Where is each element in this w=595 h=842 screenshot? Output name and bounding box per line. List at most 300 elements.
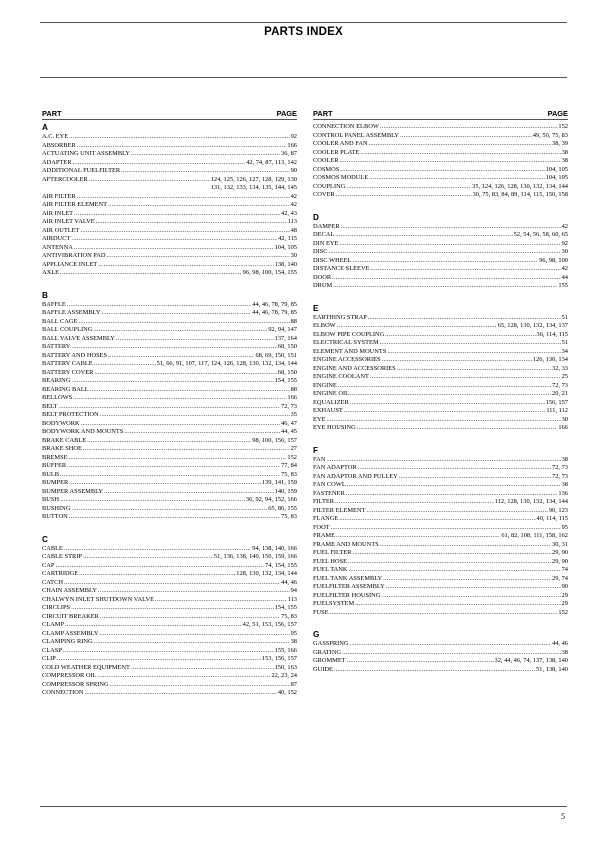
part-name: ANTENNA	[42, 243, 73, 251]
index-entry	[42, 252, 297, 261]
dot-leader	[58, 403, 280, 412]
part-name: COOLER PLATE	[313, 148, 360, 156]
index-section	[313, 123, 568, 209]
page-refs: 49, 50, 75, 83	[532, 131, 568, 139]
dot-leader	[69, 479, 261, 488]
index-entry	[42, 655, 297, 664]
part-name: BUMPER	[42, 479, 69, 486]
index-entry	[42, 386, 297, 395]
part-name: DISC	[313, 248, 328, 255]
dot-leader	[347, 481, 561, 490]
part-name: BATTERY	[42, 343, 71, 350]
section-gap	[313, 433, 568, 442]
dot-leader	[399, 473, 551, 482]
dot-leader	[350, 640, 552, 649]
index-entry	[313, 157, 568, 166]
part-name: DECAL	[313, 231, 335, 238]
page-refs: 87	[290, 680, 297, 688]
part-name: BALL VALVE ASSEMBLY	[42, 334, 115, 342]
dot-leader	[87, 437, 251, 446]
page-refs: 38	[561, 648, 568, 656]
index-entry	[42, 403, 297, 412]
index-entry	[313, 174, 568, 183]
part-name: BALL COUPLING	[42, 326, 93, 333]
page-refs: 124, 125, 126, 127, 128, 129, 130	[210, 175, 297, 183]
dot-leader	[339, 515, 535, 524]
dot-leader	[344, 407, 546, 416]
part-name: AIR FILTER ELEMENT	[42, 201, 108, 208]
dot-leader	[334, 666, 535, 675]
part-name: COOLER AND FAN	[313, 140, 368, 147]
part-name: BUMPER ASSEMBLY	[42, 487, 103, 495]
index-entry	[313, 600, 568, 609]
index-entry	[42, 227, 297, 236]
page-refs: 92	[561, 239, 568, 247]
dot-leader	[330, 609, 558, 618]
index-section	[42, 291, 297, 531]
index-entry	[313, 248, 568, 257]
section-gap	[313, 617, 568, 626]
page-refs: 34	[561, 347, 568, 355]
index-entry	[42, 309, 297, 318]
dot-leader	[67, 301, 251, 310]
index-entry	[42, 437, 297, 446]
page-refs: 90	[561, 583, 568, 590]
part-name: BATTERY CABLE	[42, 360, 93, 367]
index-entry	[42, 621, 297, 630]
part-name: AXLE	[42, 269, 60, 276]
index-entry	[42, 505, 297, 514]
index-entry	[313, 314, 568, 323]
dot-leader	[83, 553, 213, 562]
part-name: CIRCLIPS	[42, 604, 71, 611]
index-entry	[313, 382, 568, 391]
index-entry	[42, 445, 297, 454]
page-refs: 42, 51, 153, 156, 157	[242, 621, 297, 628]
dot-leader	[98, 261, 273, 270]
dot-leader	[79, 570, 235, 579]
part-name: FAN ADAPTOR AND PULLEY	[313, 472, 398, 480]
index-entry	[313, 348, 568, 357]
index-column-left	[42, 109, 297, 707]
index-entry	[313, 424, 568, 433]
dot-leader	[71, 235, 277, 244]
dot-leader	[387, 348, 560, 357]
part-name: CARTRIDGE	[42, 570, 79, 577]
page-refs: 75, 83	[281, 470, 297, 478]
dot-leader	[93, 326, 267, 335]
page-refs: 112, 128, 130, 132, 134, 144	[494, 498, 568, 505]
dot-leader	[107, 252, 290, 261]
dot-leader	[94, 360, 156, 369]
part-name: FLANGE	[313, 515, 339, 522]
page-refs: 20, 21	[552, 390, 568, 397]
page-refs: 153, 156, 157	[261, 655, 297, 662]
index-entry	[313, 481, 568, 490]
dot-leader	[77, 193, 290, 202]
section-letter: G	[313, 630, 320, 639]
dot-leader	[108, 352, 254, 361]
page-refs: 29, 74	[552, 574, 568, 582]
page-refs: 27	[290, 445, 297, 452]
index-entry	[313, 166, 568, 175]
dot-leader	[60, 269, 242, 278]
index-entry	[313, 322, 568, 331]
page-refs: 155, 166	[274, 646, 297, 654]
index-list-left	[42, 123, 297, 707]
part-name: FUEL TANK ASSEMBLY	[313, 574, 383, 582]
page-refs: 44, 46, 78, 79, 85	[252, 300, 297, 308]
dot-leader	[369, 174, 544, 183]
part-name: BATTERY AND HOSES	[42, 351, 108, 359]
index-entry	[313, 240, 568, 249]
dot-leader	[350, 399, 545, 408]
index-entry	[313, 132, 568, 141]
part-name: ELBOW	[313, 322, 336, 329]
index-entry	[313, 365, 568, 374]
index-entry	[42, 681, 297, 690]
part-name: EYE HOUSING	[313, 424, 356, 431]
index-entry	[313, 473, 568, 482]
dot-leader	[71, 343, 276, 352]
index-entry	[42, 244, 297, 253]
page-refs: 30, 31	[552, 540, 568, 548]
part-name: CONNECTION ELBOW	[313, 123, 379, 130]
page-refs: 96, 98, 100	[539, 256, 568, 264]
dot-leader	[77, 142, 287, 151]
section-letter: F	[313, 445, 319, 455]
dot-leader	[96, 218, 287, 227]
section-letter: E	[313, 303, 319, 313]
part-name: BULB	[42, 470, 60, 478]
index-entry	[42, 167, 297, 176]
dot-leader	[385, 331, 535, 340]
part-name: CLASP	[42, 646, 62, 654]
index-entry	[313, 149, 568, 158]
part-name: CHALWYN INLET SHUTDOWN VALVE	[42, 595, 155, 603]
page-refs: 30	[561, 415, 568, 423]
dot-leader	[72, 159, 245, 168]
index-entry	[42, 672, 297, 681]
top-rule	[40, 22, 567, 23]
page-refs: 126, 130, 134	[532, 356, 568, 363]
page-refs: 44	[561, 273, 568, 281]
dot-leader	[71, 604, 274, 613]
dot-leader	[124, 428, 280, 437]
page-refs: 150, 163	[274, 663, 297, 671]
index-entry	[313, 339, 568, 348]
part-name: ENGINE AND ACCESSORIES	[313, 364, 396, 372]
part-name: COLD WEATHER EQUIPMENT	[42, 663, 130, 671]
index-entry	[313, 223, 568, 232]
index-entry	[313, 407, 568, 416]
part-name: COSMOS MODULE	[313, 174, 369, 181]
page-refs: 38	[561, 157, 568, 164]
part-name: AFTERCOOLER	[42, 175, 88, 183]
index-entry	[42, 369, 297, 378]
dot-leader	[67, 462, 280, 471]
index-entry	[42, 562, 297, 571]
index-entry	[42, 471, 297, 480]
index-entry	[313, 649, 568, 658]
part-name: CONTROL PANEL ASSEMBLY	[313, 131, 399, 139]
index-entry	[42, 613, 297, 622]
index-entry	[42, 630, 297, 639]
part-name: FILTER	[313, 498, 335, 505]
dot-leader	[339, 240, 560, 249]
page-refs: 51, 66, 91, 107, 117, 124, 126, 128, 130, 132, 134, 144	[156, 360, 297, 367]
part-name: APPLIANCE INLET	[42, 260, 98, 268]
dot-leader	[94, 638, 290, 647]
dot-leader	[340, 157, 561, 166]
part-name: BRAKE SHOE	[42, 445, 82, 452]
index-entry	[42, 664, 297, 673]
index-column-right	[313, 109, 568, 683]
index-entry	[42, 596, 297, 605]
index-entry	[42, 647, 297, 656]
page-refs: 40, 114, 115	[536, 515, 568, 522]
part-name: BODYWORK AND MOUNTS	[42, 428, 124, 435]
page-refs: 98, 100, 156, 157	[252, 436, 297, 444]
dot-leader	[355, 600, 560, 609]
index-entry	[42, 184, 297, 193]
index-entry	[42, 689, 297, 698]
page-refs: 29, 90	[552, 549, 568, 556]
dot-leader	[131, 664, 274, 673]
dot-leader	[340, 166, 544, 175]
dot-leader	[336, 532, 500, 541]
index-entry	[313, 498, 568, 507]
page-refs: 75, 83	[281, 612, 297, 620]
index-entry	[313, 490, 568, 499]
page-refs: 65, 128, 130, 132, 134, 137	[497, 322, 568, 329]
dot-leader	[347, 657, 494, 666]
index-entry	[42, 513, 297, 522]
dot-leader	[335, 231, 512, 240]
dot-leader	[336, 191, 472, 200]
page-refs: 138, 140	[274, 260, 297, 268]
dot-leader	[57, 655, 261, 664]
dot-leader	[69, 133, 290, 142]
page-refs: 95	[290, 629, 297, 637]
index-entry	[42, 545, 297, 554]
page-refs: 42, 43	[281, 209, 297, 217]
page-refs: 44, 46, 78, 79, 85	[252, 309, 297, 316]
index-entry	[313, 331, 568, 340]
dot-leader	[380, 123, 558, 132]
part-name: FUEL FILTER	[313, 549, 352, 556]
index-entry	[42, 261, 297, 270]
part-name: ELBOW PIPE COUPLING	[313, 330, 385, 338]
part-name: EYE	[313, 415, 326, 423]
section-gap	[313, 200, 568, 209]
index-entry	[313, 416, 568, 425]
index-entry	[42, 587, 297, 596]
index-entry	[42, 394, 297, 403]
part-name: COSMOS	[313, 165, 340, 173]
dot-leader	[358, 464, 551, 473]
index-entry	[42, 133, 297, 142]
part-name: AIRDUCT	[42, 235, 71, 242]
part-name: FUELSYSTEM	[313, 600, 355, 607]
part-name: BUTTON	[42, 513, 68, 520]
part-name: ACTUATING UNIT ASSEMBLY	[42, 150, 131, 157]
page-refs: 94	[290, 587, 297, 594]
page-refs: 51	[561, 313, 568, 321]
page-refs: 152	[287, 453, 297, 461]
part-name: BAFFLE ASSEMBLY	[42, 309, 101, 316]
page-refs: 137, 164	[274, 334, 297, 342]
dot-leader	[370, 265, 560, 274]
section-gap	[42, 698, 297, 707]
index-section	[313, 213, 568, 300]
page-refs: 38	[561, 148, 568, 156]
page-refs: 136	[558, 489, 568, 497]
index-entry	[42, 420, 297, 429]
page-refs: 61, 82, 108, 111, 158, 162	[501, 532, 568, 539]
page-refs: 51	[561, 339, 568, 346]
dot-leader	[60, 471, 280, 480]
part-name: FAN ADAPTOR	[313, 464, 357, 471]
part-name: COOLER	[313, 157, 339, 164]
page-refs: 166	[558, 424, 568, 431]
dot-leader	[352, 549, 551, 558]
part-name: ANTIVIBRATION PAD	[42, 252, 106, 259]
index-entry	[313, 390, 568, 399]
part-name: CLAMPING RING	[42, 638, 93, 645]
page-title: PARTS INDEX	[264, 26, 343, 38]
page-refs: 88	[290, 317, 297, 325]
part-name: EQUALIZER	[313, 398, 349, 406]
index-entry	[42, 479, 297, 488]
part-name: DIN EYE	[313, 239, 339, 247]
dot-leader	[73, 394, 286, 403]
page-heading: PAGE	[547, 109, 568, 118]
page-refs: 74, 154, 155	[265, 561, 297, 569]
page-refs: 30	[290, 252, 297, 259]
dot-leader	[333, 282, 557, 291]
index-section	[42, 123, 297, 287]
page-refs: 113	[287, 218, 297, 225]
part-name: ENGINE ACCESSORIES	[313, 356, 381, 363]
section-letter: D	[313, 212, 319, 222]
part-name: FUEL HOSE	[313, 557, 348, 565]
index-entry	[42, 193, 297, 202]
column-header-right	[313, 109, 568, 120]
section-letter: B	[42, 290, 48, 300]
part-name: ENGINE	[313, 381, 337, 389]
dot-leader	[332, 274, 561, 283]
index-entry	[313, 549, 568, 558]
dot-leader	[74, 210, 280, 219]
dot-leader	[60, 496, 245, 505]
page-refs: 131, 132, 133, 134, 135, 144, 145	[210, 184, 297, 191]
page-refs: 44, 46	[281, 578, 297, 586]
section-letter: C	[42, 534, 48, 544]
index-entry	[313, 373, 568, 382]
index-entry	[313, 183, 568, 192]
page-refs: 38	[290, 638, 297, 645]
dot-leader	[346, 490, 558, 499]
dot-leader	[78, 318, 289, 327]
dot-leader	[341, 223, 561, 232]
index-entry	[313, 524, 568, 533]
index-entry	[313, 282, 568, 291]
dot-leader	[357, 424, 558, 433]
part-name: CLAMP ASSEMBLY	[42, 629, 99, 637]
index-entry	[313, 592, 568, 601]
index-section	[313, 446, 568, 627]
part-name: DAMPER	[313, 222, 340, 230]
page-refs: 36, 87	[281, 150, 297, 157]
page-refs: 166	[287, 141, 297, 149]
page-refs: 156, 157	[545, 398, 568, 406]
dot-leader	[346, 183, 471, 192]
part-name: BEARING BALL	[42, 385, 89, 393]
part-name: FUELFILTER ASSEMBLY	[313, 583, 385, 590]
index-entry	[313, 558, 568, 567]
dot-leader	[329, 248, 561, 257]
part-name: BALL CAGE	[42, 317, 78, 325]
index-entry	[42, 150, 297, 159]
index-entry	[42, 428, 297, 437]
dot-leader	[116, 335, 274, 344]
part-name: GASSPRING	[313, 640, 349, 647]
page-refs: 92	[290, 133, 297, 140]
part-name: BEARING	[42, 377, 71, 384]
index-entry	[313, 464, 568, 473]
page-refs: 44, 46	[552, 640, 568, 647]
page-refs: 29	[561, 591, 568, 599]
index-entry	[313, 274, 568, 283]
part-name: COMPRESSOR OIL	[42, 672, 97, 679]
page-refs: 111, 112	[546, 407, 568, 414]
part-name: CABLE	[42, 544, 63, 552]
dot-leader	[350, 390, 551, 399]
part-name: COUPLING	[313, 182, 346, 190]
part-name: BUFFER	[42, 462, 67, 469]
dot-leader	[352, 257, 538, 266]
index-entry	[42, 235, 297, 244]
index-section	[42, 535, 297, 707]
page-refs: 154, 155	[274, 377, 297, 384]
part-heading: PART	[313, 109, 333, 118]
dot-leader	[74, 244, 274, 253]
part-name: FRAME AND MOUNTS	[313, 540, 379, 548]
page-refs: 72, 73	[281, 402, 297, 410]
page-refs: 22, 23, 24	[271, 672, 297, 679]
page-refs: 36, 92, 94, 152, 166	[245, 496, 297, 503]
page-refs: 68, 69, 150, 151	[255, 351, 297, 359]
part-name: CABLE STRIP	[42, 553, 82, 560]
index-entry	[313, 191, 568, 200]
index-entry	[42, 377, 297, 386]
dot-leader	[366, 507, 547, 516]
dot-leader	[383, 575, 551, 584]
page-refs: 38, 39	[552, 140, 568, 147]
index-entry	[313, 666, 568, 675]
dot-leader	[80, 227, 289, 236]
index-entry	[42, 176, 297, 185]
part-name: ELECTRICAL SYSTEM	[313, 339, 379, 346]
page-refs: 35, 124, 126, 128, 130, 132, 134, 144	[472, 182, 568, 190]
dot-leader	[342, 649, 561, 658]
part-name: FRAME	[313, 532, 336, 539]
page-refs: 29, 90	[552, 557, 568, 565]
page-refs: 75, 83	[281, 513, 297, 520]
page-refs: 104, 105	[545, 174, 568, 181]
dot-leader	[94, 369, 276, 378]
